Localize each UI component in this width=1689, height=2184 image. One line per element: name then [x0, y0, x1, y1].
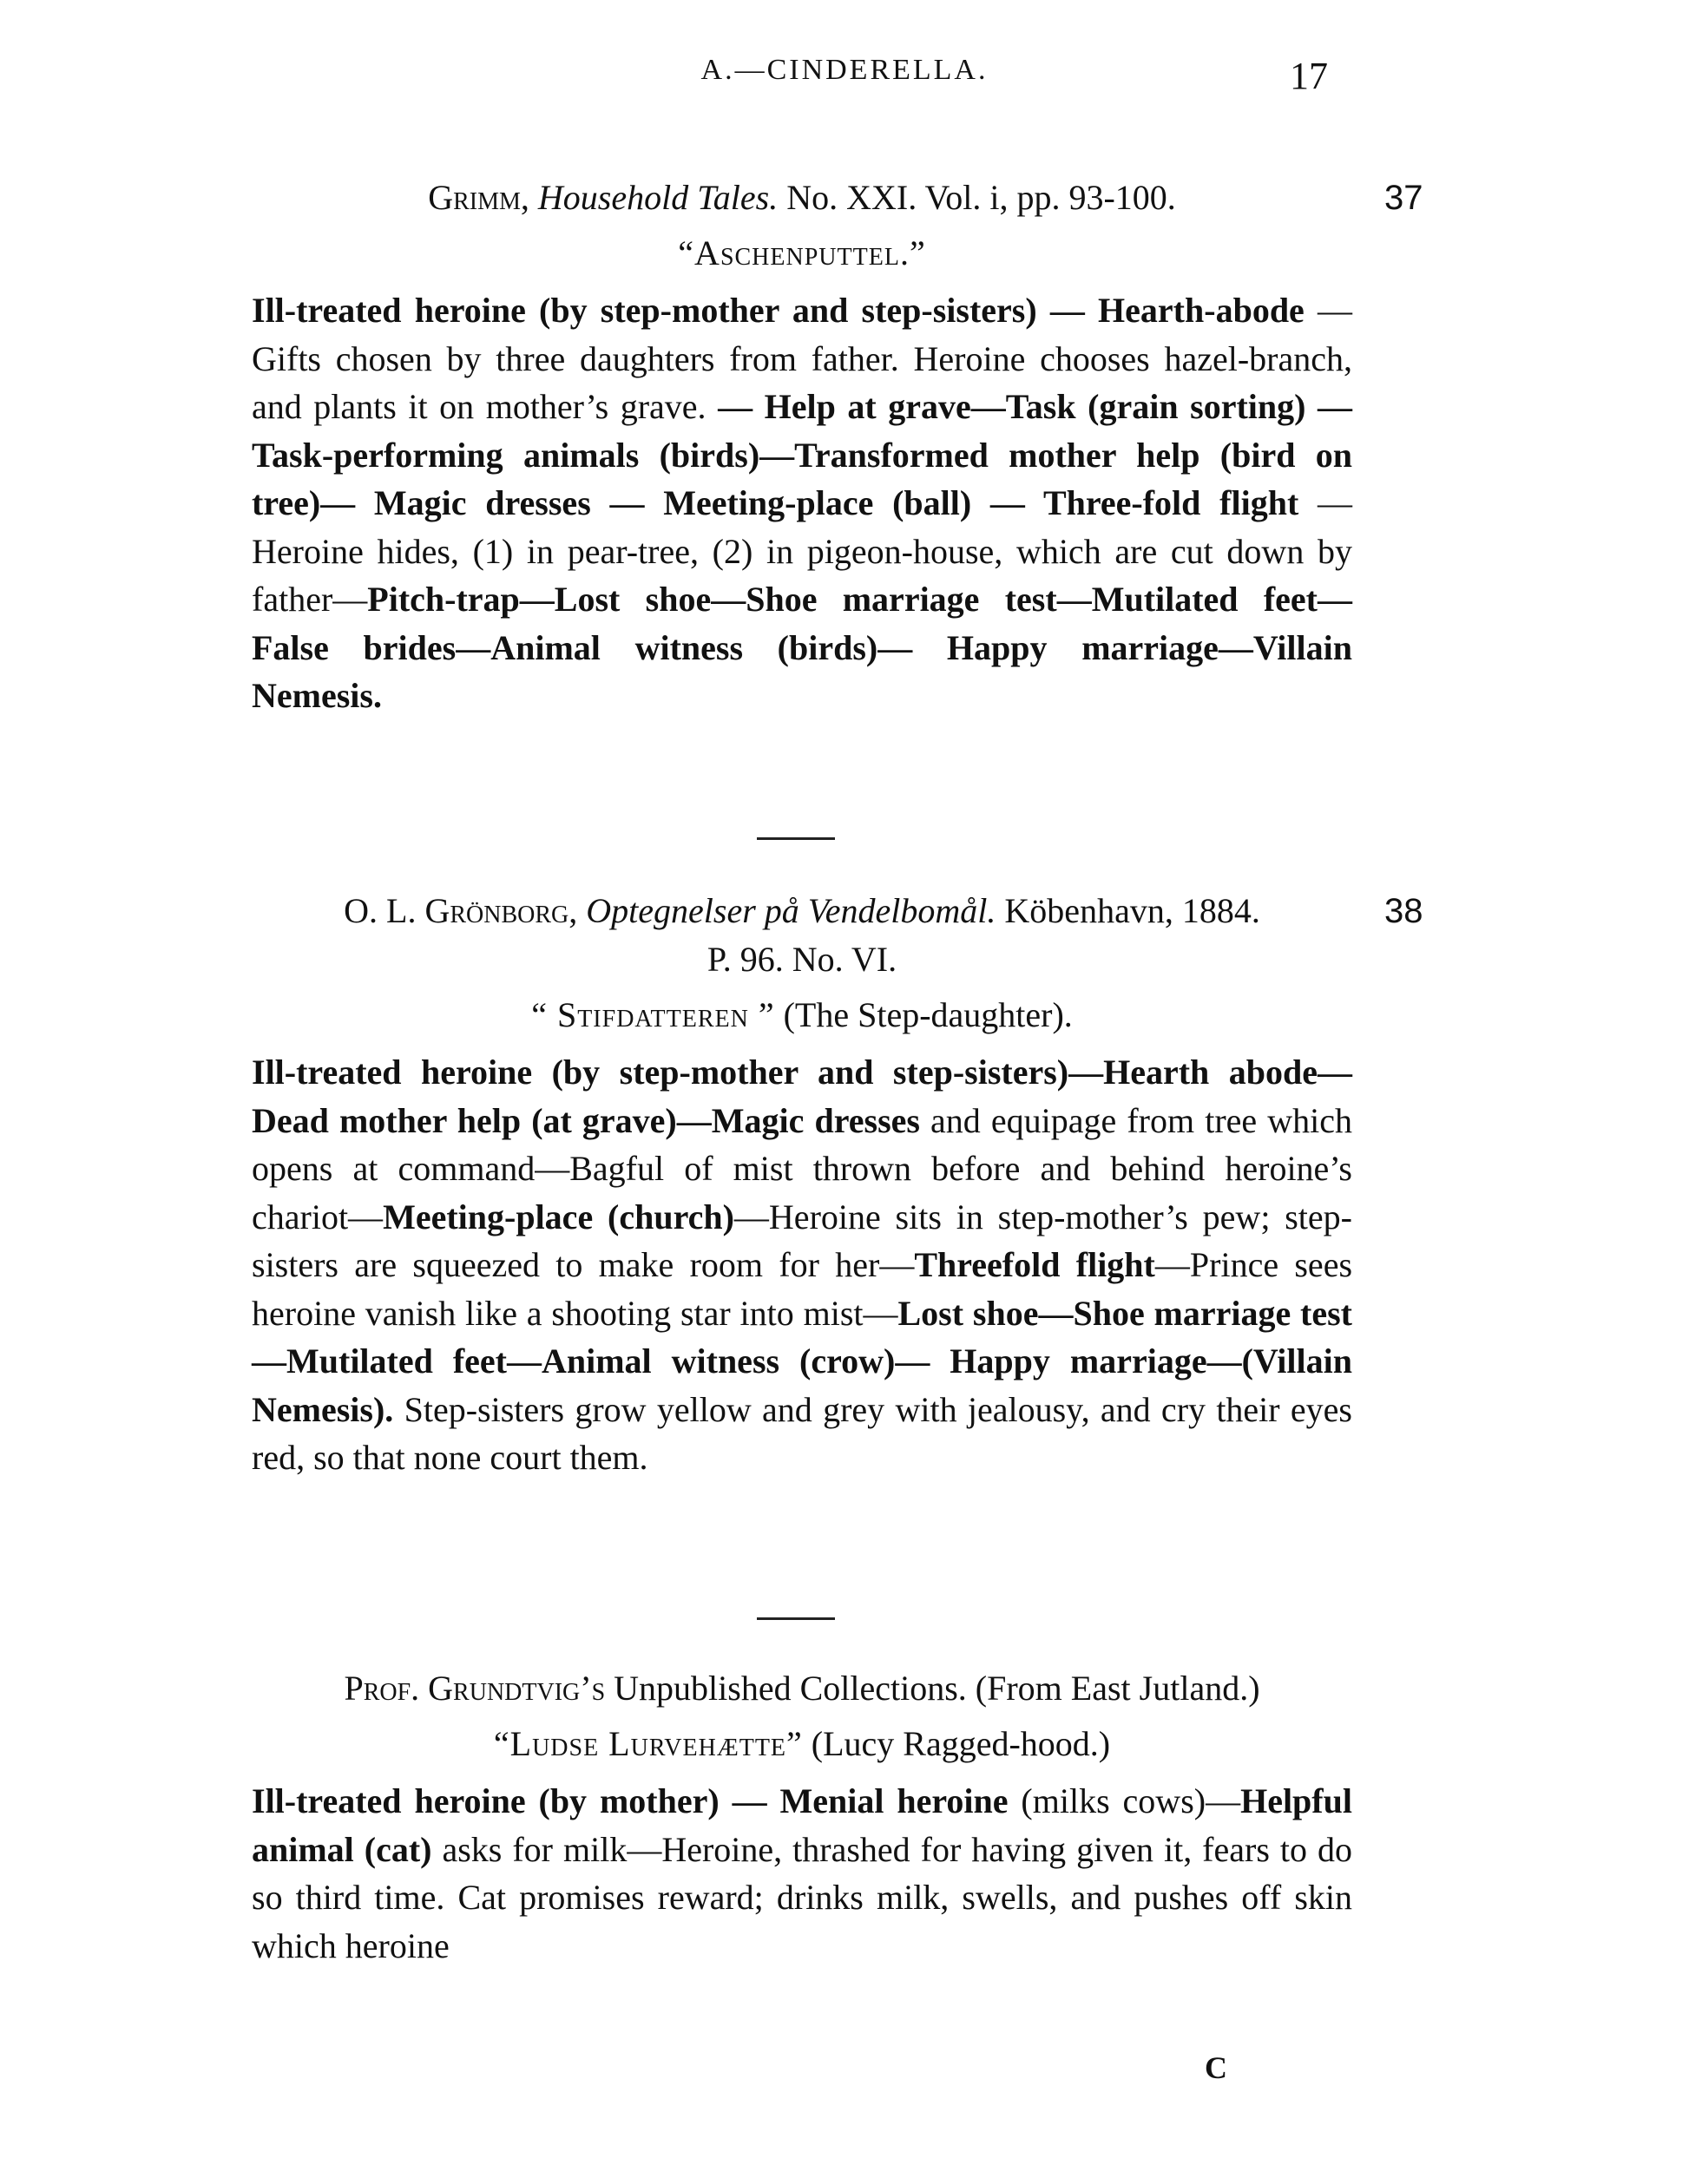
- tale-title: [252, 991, 1352, 1040]
- text-segment: — Heroine hides, (1) in pear-tree, (2) in pigeon-house, which are cut down by father—: [252, 483, 1352, 619]
- text-segment: asks for milk—Heroine, thrashed for having given it, fears to do so third time. Cat promises reward; drinks milk, swells, and pushes off skin which heroine: [252, 1829, 1352, 1965]
- author: Grimm,: [428, 178, 529, 217]
- page-number: 17: [1290, 55, 1328, 97]
- section-divider: [757, 837, 835, 840]
- citation: [252, 887, 1423, 984]
- tale-summary: [252, 1048, 1352, 1482]
- entry-grundtvig: [252, 1664, 1352, 1970]
- motif-segment: Meeting-place (church): [383, 1197, 734, 1236]
- motif-segment: Lost shoe—Shoe marriage test—Mutilated feet—Animal witness (crow)— Happy marriage—(Villain Nemesis).: [252, 1293, 1352, 1429]
- tale-summary: [252, 1777, 1352, 1970]
- work-title: Household Tales.: [537, 178, 779, 217]
- running-title: A.—CINDERELLA.: [700, 54, 989, 86]
- text-segment: (milks cows)—: [1008, 1781, 1241, 1820]
- tale-title: [252, 229, 1352, 278]
- entry-38: [252, 887, 1423, 1482]
- text-segment: and equipage from tree which opens at command—Bagful of mist thrown before and behind heroine’s chariot—: [252, 1100, 1352, 1236]
- signature-mark: C: [1205, 2050, 1227, 2085]
- text-segment: —Prince sees heroine vanish like a shooting star into mist—: [252, 1245, 1353, 1333]
- entry-number: 38: [1384, 892, 1423, 930]
- text-segment: Step-sisters grow yellow and grey with jealousy, and cry their eyes red, so that none court them.: [252, 1389, 1352, 1477]
- citation-details: Unpublished Collections. (From East Jutland.): [614, 1669, 1260, 1708]
- section-divider: [757, 1617, 835, 1620]
- tale-gloss: (The Step-daughter).: [774, 995, 1073, 1034]
- entry-37: [252, 174, 1423, 720]
- tale-title: [252, 1720, 1352, 1768]
- tale-name: “Ludse Lurvehætte”: [493, 1724, 803, 1763]
- citation-details: Köbenhavn, 1884.: [1004, 891, 1260, 930]
- motif-segment: Ill-treated heroine (by mother) — Menial heroine: [252, 1781, 1009, 1820]
- motif-segment: Threefold flight: [914, 1245, 1155, 1284]
- motif-segment: Ill-treated heroine (by step-mother and step-sisters) — Hearth-abode: [252, 291, 1305, 330]
- tale-summary: [252, 286, 1352, 720]
- text-segment: —Heroine sits in step-mother’s pew; step-sisters are squeezed to make room for her—: [252, 1197, 1352, 1284]
- author: Prof. Grundtvig’s: [344, 1669, 606, 1708]
- tale-name: “ Stifdatteren ”: [531, 995, 775, 1034]
- motif-segment: Ill-treated heroine (by step-mother and step-sisters)—Hearth abode—Dead mother help (at grave)—Magic dresses: [252, 1053, 1352, 1140]
- running-head: [0, 54, 1689, 97]
- motif-segment: Helpful animal (cat): [252, 1781, 1352, 1869]
- tale-gloss: (Lucy Ragged-hood.): [802, 1724, 1111, 1763]
- entry-number: 37: [1384, 179, 1423, 217]
- tale-name: “Aschenputtel.”: [678, 233, 926, 272]
- citation: [252, 1664, 1352, 1713]
- text-segment: — Gifts chosen by three daughters from father. Heroine chooses hazel-branch, and plants it on mother’s grave.: [252, 291, 1353, 426]
- work-title: Optegnelser på Vendelbomål.: [586, 891, 996, 930]
- motif-segment: Pitch-trap—Lost shoe—Shoe marriage test—Mutilated feet—False brides—Animal witness (birds)— Happy marriage—Villain Nemesis.: [252, 580, 1352, 715]
- motif-segment: — Help at grave—Task (grain sorting) — Task-performing animals (birds)—Transformed mother help (bird on tree)— Magic dresses — Meeting-place (ball) — Three-fold flight: [252, 387, 1352, 522]
- citation-details-2: P. 96. No. VI.: [706, 940, 897, 979]
- author: O. L. Grönborg,: [344, 891, 578, 930]
- citation-details: No. XXI. Vol. i, pp. 93-100.: [786, 178, 1176, 217]
- citation: [252, 174, 1423, 222]
